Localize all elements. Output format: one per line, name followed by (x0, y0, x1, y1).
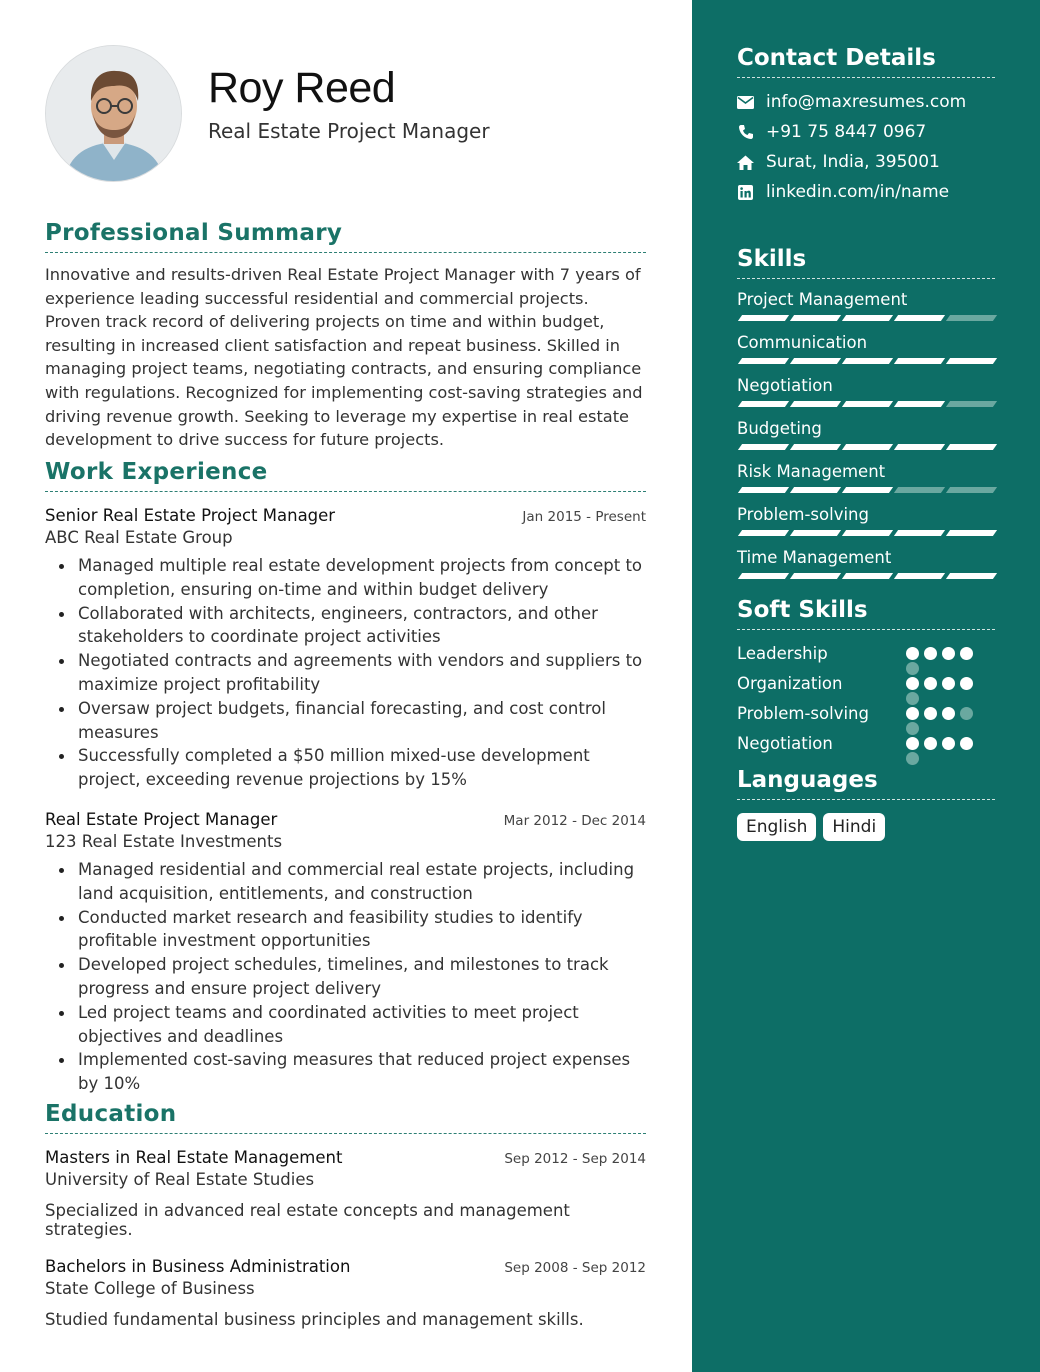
skill-item (737, 284, 995, 327)
skill-name: Budgeting (737, 419, 822, 438)
languages-list (737, 813, 995, 841)
home-icon (737, 154, 754, 171)
soft-skill-name: Problem-solving (737, 704, 869, 723)
skill-name: Negotiation (737, 376, 833, 395)
skill-level-segment (842, 358, 893, 364)
job-bullet: Successfully completed a $50 million mixed-use development project, exceeding revenue projections by 15% (45, 744, 646, 792)
linkedin-text: linkedin.com/in/name (766, 182, 950, 202)
skill-level-segment (842, 401, 893, 407)
avatar-portrait-icon (46, 46, 182, 182)
job-bullet: Developed project schedules, timelines, and milestones to track progress and ensure project delivery (45, 953, 646, 1001)
skill-level-segment (946, 401, 997, 407)
rating-dot (942, 737, 955, 750)
avatar (45, 45, 182, 182)
education-section (45, 1101, 646, 1329)
contact-heading: Contact Details (737, 45, 995, 78)
rating-dot (960, 677, 973, 690)
skill-item (737, 370, 995, 413)
skill-name: Communication (737, 333, 868, 352)
skill-level-segment (842, 530, 893, 536)
skill-item (737, 499, 995, 542)
skill-level-segment (946, 315, 997, 321)
language-tag: English (737, 813, 816, 841)
experience-section (45, 459, 646, 1096)
education-entry (45, 1148, 646, 1239)
skill-level-segment (738, 487, 789, 493)
skill-level-segment (894, 573, 945, 579)
job-bullet: Led project teams and coordinated activities to meet project objectives and deadlines (45, 1001, 646, 1049)
contact-phone[interactable] (737, 117, 995, 147)
job-entry (45, 810, 646, 1096)
education-description: Specialized in advanced real estate concepts and management strategies. (45, 1201, 570, 1239)
rating-dot (924, 737, 937, 750)
skill-item (737, 413, 995, 456)
rating-dot (906, 707, 919, 720)
job-title: Real Estate Project Manager (45, 809, 278, 829)
soft-skills-list (737, 639, 995, 759)
degree-title: Masters in Real Estate Management (45, 1148, 343, 1167)
skill-level-segment (946, 530, 997, 536)
skill-item (737, 456, 995, 499)
skill-level-bar (737, 401, 995, 407)
skill-level-segment (946, 444, 997, 450)
soft-skills-heading: Soft Skills (737, 597, 995, 630)
soft-skill-name: Organization (737, 674, 843, 693)
rating-dot (906, 752, 919, 765)
skill-level-segment (946, 487, 997, 493)
envelope-icon (737, 94, 754, 111)
skill-level-segment (790, 401, 841, 407)
job-dates: Jan 2015 - Present (522, 509, 646, 525)
job-bullets (45, 554, 646, 792)
skill-level-segment (842, 487, 893, 493)
phone-text: +91 75 8447 0967 (766, 122, 927, 142)
skills-list (737, 284, 995, 585)
soft-skill-item (737, 669, 995, 699)
skill-level-segment (738, 530, 789, 536)
school-name: University of Real Estate Studies (45, 1170, 315, 1189)
skills-heading: Skills (737, 246, 995, 279)
skill-level-segment (842, 573, 893, 579)
skill-name: Project Management (737, 290, 908, 309)
skill-level-segment (738, 401, 789, 407)
school-name: State College of Business (45, 1279, 255, 1298)
rating-dot (906, 737, 919, 750)
education-heading: Education (45, 1101, 646, 1134)
job-bullet: Implemented cost-saving measures that reduced project expenses by 10% (45, 1048, 646, 1096)
skill-level-segment (842, 315, 893, 321)
education-entry (45, 1257, 646, 1329)
sidebar (692, 0, 1040, 1372)
skill-level-bar (737, 530, 995, 536)
soft-skill-item (737, 729, 995, 759)
skill-level-bar (737, 487, 995, 493)
job-bullet: Oversaw project budgets, financial forecasting, and cost control measures (45, 697, 646, 745)
skill-level-segment (790, 315, 841, 321)
location-text: Surat, India, 395001 (766, 152, 940, 172)
rating-dot (924, 677, 937, 690)
contact-section (737, 45, 995, 207)
skill-level-bar (737, 444, 995, 450)
skill-name: Risk Management (737, 462, 886, 481)
experience-heading: Work Experience (45, 459, 646, 492)
summary-section (45, 220, 646, 452)
skill-level-segment (790, 530, 841, 536)
contact-email[interactable] (737, 87, 995, 117)
rating-dot (942, 677, 955, 690)
rating-dot (942, 707, 955, 720)
skill-level-segment (894, 444, 945, 450)
job-title: Senior Real Estate Project Manager (45, 506, 336, 525)
job-bullets (45, 858, 646, 1096)
skill-level-segment (894, 487, 945, 493)
skill-level-segment (790, 358, 841, 364)
skill-level-bar (737, 573, 995, 579)
job-company: 123 Real Estate Investments (45, 831, 283, 851)
candidate-title: Real Estate Project Manager (208, 119, 490, 143)
rating-dot (924, 707, 937, 720)
soft-skill-name: Negotiation (737, 734, 833, 753)
rating-dot (924, 647, 937, 660)
rating-dot (906, 647, 919, 660)
rating-dot (960, 707, 973, 720)
contact-linkedin[interactable] (737, 177, 995, 207)
linkedin-icon (737, 184, 754, 201)
skill-level-segment (894, 401, 945, 407)
soft-skills-section (737, 597, 995, 759)
skill-level-bar (737, 358, 995, 364)
job-bullet: Conducted market research and feasibility studies to identify profitable investment opportunities (45, 906, 646, 954)
skill-level-segment (842, 444, 893, 450)
rating-dot (906, 677, 919, 690)
skill-item (737, 327, 995, 370)
skill-level-segment (894, 530, 945, 536)
degree-title: Bachelors in Business Administration (45, 1257, 351, 1276)
rating-dot (960, 737, 973, 750)
skill-level-segment (946, 573, 997, 579)
skill-level-segment (946, 358, 997, 364)
education-dates: Sep 2008 - Sep 2012 (504, 1260, 646, 1276)
job-bullet: Managed residential and commercial real estate projects, including land acquisition, entitlements, and construction (45, 858, 646, 906)
contact-location (737, 147, 995, 177)
rating-dot (942, 647, 955, 660)
languages-section (737, 767, 995, 841)
skill-level-bar (737, 315, 995, 321)
skill-level-segment (738, 315, 789, 321)
education-dates: Sep 2012 - Sep 2014 (504, 1151, 646, 1167)
job-bullet: Managed multiple real estate development projects from concept to completion, ensuring on-time and within budget delivery (45, 554, 646, 602)
language-tag: Hindi (823, 813, 885, 841)
languages-heading: Languages (737, 767, 995, 800)
skill-name: Time Management (737, 548, 892, 567)
soft-skill-item (737, 699, 995, 729)
skill-level-segment (894, 358, 945, 364)
skill-level-segment (790, 487, 841, 493)
job-entry (45, 506, 646, 792)
soft-skill-name: Leadership (737, 644, 828, 663)
summary-text: Innovative and results-driven Real Estate Project Manager with 7 years of experience leading successful residential and commercial projects. Proven track record of delivering projects on time and within budget, resulting in increased client satisfaction and repeat business. Skilled in managing project teams, negotiating contracts, and ensuring compliance with regulations. Recognized for implementing cost-saving strategies and driving revenue growth. Seeking to leverage my expertise in real estate development to drive success for future projects. (45, 265, 643, 450)
job-company: ABC Real Estate Group (45, 528, 233, 547)
job-bullet: Collaborated with architects, engineers, contractors, and other stakeholders to coordinate project activities (45, 602, 646, 650)
education-description: Studied fundamental business principles and management skills. (45, 1310, 584, 1329)
skill-level-segment (738, 444, 789, 450)
skill-level-segment (738, 573, 789, 579)
skill-item (737, 542, 995, 585)
candidate-name: Roy Reed (208, 64, 396, 112)
email-text: info@maxresumes.com (766, 92, 967, 112)
skill-name: Problem-solving (737, 505, 869, 524)
skills-section (737, 246, 995, 585)
job-dates: Mar 2012 - Dec 2014 (503, 812, 646, 829)
skill-level-segment (894, 315, 945, 321)
summary-heading: Professional Summary (45, 220, 646, 253)
skill-level-segment (790, 573, 841, 579)
skill-level-segment (738, 358, 789, 364)
soft-skill-item (737, 639, 995, 669)
rating-dot (960, 647, 973, 660)
phone-icon (737, 124, 754, 141)
job-bullet: Negotiated contracts and agreements with vendors and suppliers to maximize project profitability (45, 649, 646, 697)
skill-level-segment (790, 444, 841, 450)
